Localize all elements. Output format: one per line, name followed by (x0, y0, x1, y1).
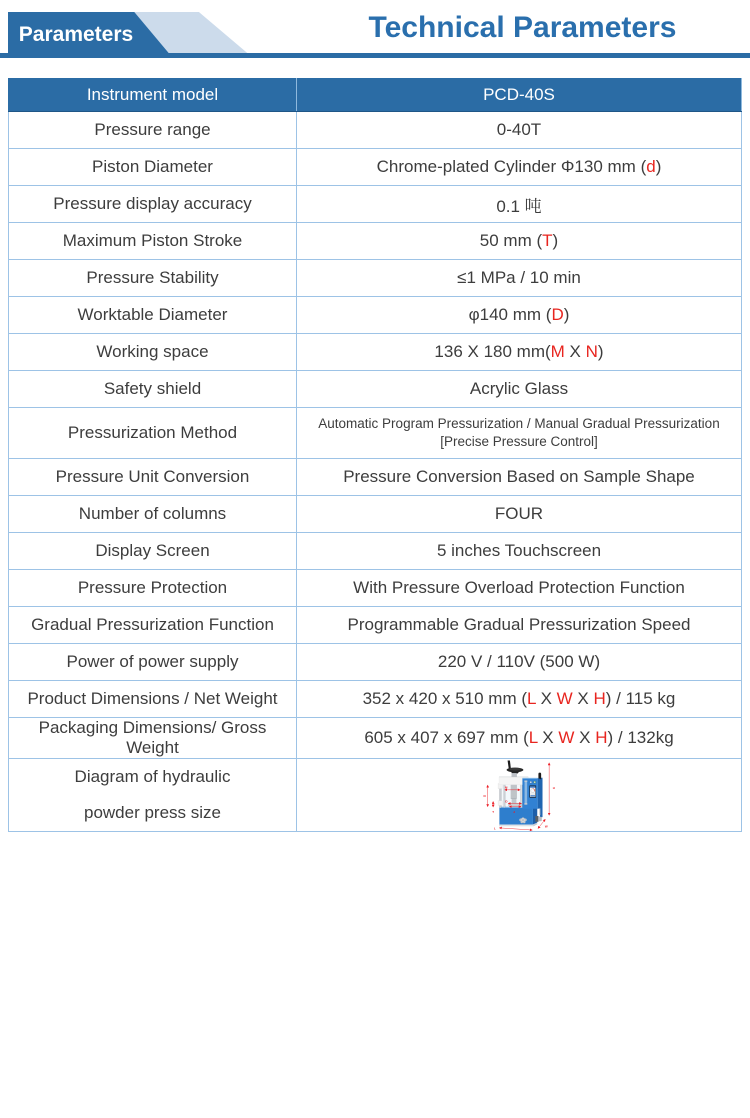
param-label: Pressure Protection (9, 570, 297, 607)
press-columns (498, 784, 523, 808)
table-header-label: Instrument model (9, 79, 297, 112)
param-table-body (9, 112, 742, 759)
table-row (9, 607, 742, 644)
dim-label-d: d (513, 809, 516, 814)
param-label: Safety shield (9, 371, 297, 408)
table-row (9, 371, 742, 408)
param-label: Piston Diameter (9, 149, 297, 186)
param-label: Pressure range (9, 112, 297, 149)
dim-label-W: W (544, 824, 548, 829)
table-row (9, 459, 742, 496)
table-row (9, 112, 742, 149)
param-label: Pressure Unit Conversion (9, 459, 297, 496)
param-label: Number of columns (9, 496, 297, 533)
indicator-light-blue (530, 781, 532, 783)
dim-arrow-L (499, 828, 532, 830)
param-label: Maximum Piston Stroke (9, 223, 297, 260)
param-value: 5 inches Touchscreen (297, 533, 742, 570)
param-value: 352 x 420 x 510 mm (L X W X H) / 115 kg (297, 681, 742, 718)
param-value: 220 V / 110V (500 W) (297, 644, 742, 681)
press-touchscreen (529, 786, 536, 798)
param-value: 605 x 407 x 697 mm (L X W X H) / 132kg (297, 718, 742, 759)
table-row (9, 533, 742, 570)
param-value: FOUR (297, 496, 742, 533)
table-row (9, 297, 742, 334)
param-value: 0.1 吨 (297, 186, 742, 223)
diagram-cell (297, 759, 742, 832)
param-value: 50 mm (T) (297, 223, 742, 260)
dim-label-L: L (494, 826, 496, 831)
param-value: Chrome-plated Cylinder Φ130 mm (d) (297, 149, 742, 186)
ribbon-tab-label: Parameters (18, 23, 134, 46)
param-value: Automatic Program Pressurization / Manual Gradual Pressurization [Precise Pressure Control] (297, 408, 742, 459)
param-value: 0-40T (297, 112, 742, 149)
dim-label-D: D (505, 799, 508, 804)
press-sight-tube (525, 781, 528, 804)
param-label: Working space (9, 334, 297, 371)
press-handwheel (507, 761, 524, 777)
diagram-row (9, 759, 742, 832)
press-pump-cylinder (538, 817, 541, 821)
dim-label-H: H (552, 785, 555, 790)
press-control-box (522, 778, 542, 809)
parameters-table (8, 78, 742, 832)
dim-label-T: T (492, 809, 495, 814)
table-header-row (9, 79, 742, 112)
press-pump-bracket (535, 816, 538, 822)
param-value: φ140 mm (D) (297, 297, 742, 334)
param-label: Pressure display accuracy (9, 186, 297, 223)
table-row (9, 334, 742, 371)
param-value: Pressure Conversion Based on Sample Shape (297, 459, 742, 496)
table-row (9, 223, 742, 260)
table-row (9, 408, 742, 459)
table-row (9, 186, 742, 223)
table-row (9, 718, 742, 759)
param-value: ≤1 MPa / 10 min (297, 260, 742, 297)
table-row (9, 260, 742, 297)
param-value: With Pressure Overload Protection Function (297, 570, 742, 607)
press-illustration (297, 759, 741, 831)
param-label: Gradual Pressurization Function (9, 607, 297, 644)
dim-label-M: M (505, 785, 508, 790)
table-row (9, 644, 742, 681)
press-ram (512, 799, 516, 804)
header-underline (0, 53, 750, 58)
dim-label-N: N (483, 794, 486, 799)
param-label: Display Screen (9, 533, 297, 570)
param-value: 136 X 180 mm(M X N) (297, 334, 742, 371)
param-value: Programmable Gradual Pressurization Speed (297, 607, 742, 644)
press-machine (498, 761, 542, 827)
param-label: Pressure Stability (9, 260, 297, 297)
param-label: Worktable Diameter (9, 297, 297, 334)
param-label: Product Dimensions / Net Weight (9, 681, 297, 718)
diagram-caption (9, 759, 297, 832)
sight-tube-cap-bottom (524, 803, 527, 805)
table-row (9, 570, 742, 607)
param-value: Acrylic Glass (297, 371, 742, 408)
param-label: Power of power supply (9, 644, 297, 681)
param-label: Packaging Dimensions/ Gross Weight (9, 718, 297, 759)
page-title: Technical Parameters (368, 11, 677, 44)
diagram-caption-line2: powder press size (83, 803, 221, 822)
param-label: Pressurization Method (9, 408, 297, 459)
table-header-value: PCD-40S (297, 79, 742, 112)
table-row (9, 496, 742, 533)
press-screw (511, 784, 517, 798)
indicator-light-green (534, 781, 536, 783)
table-row (9, 681, 742, 718)
table-row (9, 149, 742, 186)
diagram-caption-line1: Diagram of hydraulic (74, 767, 231, 786)
